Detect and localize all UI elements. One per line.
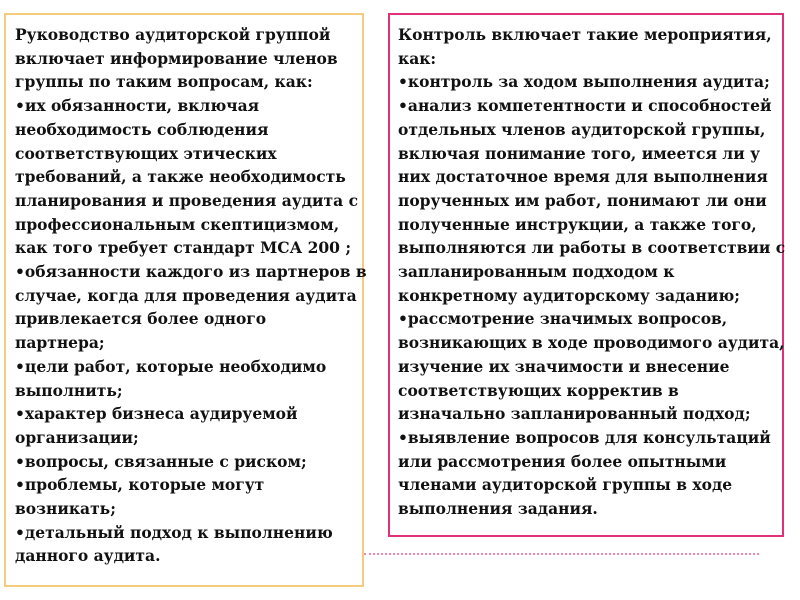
audit-team-guidance-text	[15, 23, 367, 568]
text-line: привлекается более одного	[15, 309, 267, 329]
text-line: возникать;	[15, 499, 116, 519]
audit-control-text	[398, 23, 786, 521]
text-line: •детальный подход к выполнению	[15, 522, 333, 542]
text-line: требований, а также необходимость	[15, 167, 346, 187]
text-line: •обязанности каждого из партнеров в	[15, 262, 367, 282]
text-line: как того требует стандарт МСА 200 ;	[15, 238, 352, 258]
text-line: профессиональным скептицизмом,	[15, 214, 340, 234]
dotted-divider	[364, 553, 759, 555]
text-line: конкретному аудиторскому заданию;	[398, 285, 740, 305]
text-line: запланированным подходом к	[398, 262, 675, 282]
text-line: группы по таким вопросам, как:	[15, 72, 313, 92]
text-line: партнера;	[15, 333, 105, 353]
text-line: •рассмотрение значимых вопросов,	[398, 309, 728, 329]
text-line: организации;	[15, 427, 139, 447]
audit-control-panel	[388, 13, 784, 537]
audit-team-guidance-panel	[4, 13, 367, 587]
text-line: возникающих в ходе проводимого аудита,	[398, 333, 785, 353]
text-line: •проблемы, которые могут	[15, 475, 265, 495]
text-line: изначально запланированный подход;	[398, 404, 751, 424]
text-line: соответствующих этических	[15, 143, 277, 163]
text-line: порученных им работ, понимают ли они	[398, 190, 767, 210]
text-line: •анализ компетентности и способностей	[398, 96, 772, 116]
text-line: как:	[398, 48, 437, 68]
text-line: •характер бизнеса аудируемой	[15, 404, 298, 424]
text-line: них достаточное время для выполнения	[398, 167, 768, 187]
text-line: полученные инструкции, а также того,	[398, 214, 757, 234]
text-line: выполнения задания.	[398, 499, 598, 519]
text-line: случае, когда для проведения аудита	[15, 285, 357, 305]
text-line: •выявление вопросов для консультаций	[398, 427, 771, 447]
text-line: •цели работ, которые необходимо	[15, 356, 327, 376]
text-line: •вопросы, связанные с риском;	[15, 451, 307, 471]
text-line: включая понимание того, имеется ли у	[398, 143, 761, 163]
text-line: членами аудиторской группы в ходе	[398, 475, 733, 495]
text-line: выполняются ли работы в соответствии с	[398, 238, 786, 258]
text-line: планирования и проведения аудита с	[15, 190, 359, 210]
text-line: данного аудита.	[15, 546, 161, 566]
text-line: отдельных членов аудиторской группы,	[398, 119, 766, 139]
text-line: или рассмотрения более опытными	[398, 451, 727, 471]
text-line: включает информирование членов	[15, 48, 338, 68]
text-line: Контроль включает такие мероприятия,	[398, 25, 772, 44]
text-line: соответствующих корректив в	[398, 380, 679, 400]
text-line: •их обязанности, включая	[15, 96, 260, 116]
text-line: Руководство аудиторской группой	[15, 25, 331, 44]
text-line: необходимость соблюдения	[15, 119, 269, 139]
text-line: выполнить;	[15, 380, 123, 400]
text-line: изучение их значимости и внесение	[398, 356, 730, 376]
text-line: •контроль за ходом выполнения аудита;	[398, 72, 770, 92]
